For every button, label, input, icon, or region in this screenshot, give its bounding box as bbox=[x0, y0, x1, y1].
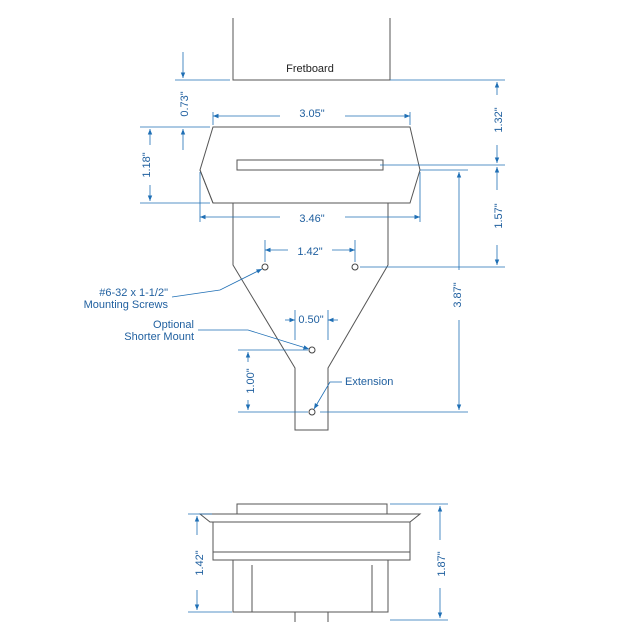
side-flange bbox=[200, 514, 420, 522]
slot bbox=[237, 160, 383, 170]
callout-optional-2: Shorter Mount bbox=[124, 331, 194, 343]
dim-0-50: 0.50" bbox=[298, 314, 324, 326]
dim-3-46: 3.46" bbox=[299, 213, 325, 225]
side-view bbox=[200, 504, 420, 622]
callout-screws-1: #6-32 x 1-1/2" bbox=[99, 287, 168, 299]
callouts bbox=[84, 269, 394, 409]
dim-1-32: 1.32" bbox=[493, 107, 505, 133]
callout-screws-2: Mounting Screws bbox=[83, 299, 168, 311]
dim-3-87: 3.87" bbox=[452, 282, 464, 308]
side-ring bbox=[213, 552, 410, 560]
screw-hole-right bbox=[352, 264, 358, 270]
dim-1-42-holes: 1.42" bbox=[297, 246, 323, 258]
fretboard-label: Fretboard bbox=[286, 63, 334, 75]
optional-hole bbox=[309, 347, 315, 353]
side-dimensions bbox=[188, 504, 448, 620]
dim-3-05: 3.05" bbox=[299, 108, 325, 120]
top-dimensions bbox=[140, 52, 505, 412]
callout-optional-1: Optional bbox=[153, 319, 194, 331]
dim-1-18: 1.18" bbox=[141, 152, 153, 178]
dim-0-73: 0.73" bbox=[179, 91, 191, 117]
dim-1-57: 1.57" bbox=[493, 203, 505, 229]
callout-extension: Extension bbox=[345, 376, 394, 388]
side-upper-body bbox=[213, 522, 410, 552]
body-inner-line bbox=[200, 170, 213, 203]
dim-side-1-87: 1.87" bbox=[436, 551, 448, 577]
dim-1-00: 1.00" bbox=[245, 368, 257, 394]
extension-hole bbox=[309, 409, 315, 415]
side-top-plate bbox=[237, 504, 387, 514]
screw-hole-left bbox=[262, 264, 268, 270]
side-lower-body bbox=[233, 560, 388, 612]
dim-side-1-42: 1.42" bbox=[194, 550, 206, 576]
